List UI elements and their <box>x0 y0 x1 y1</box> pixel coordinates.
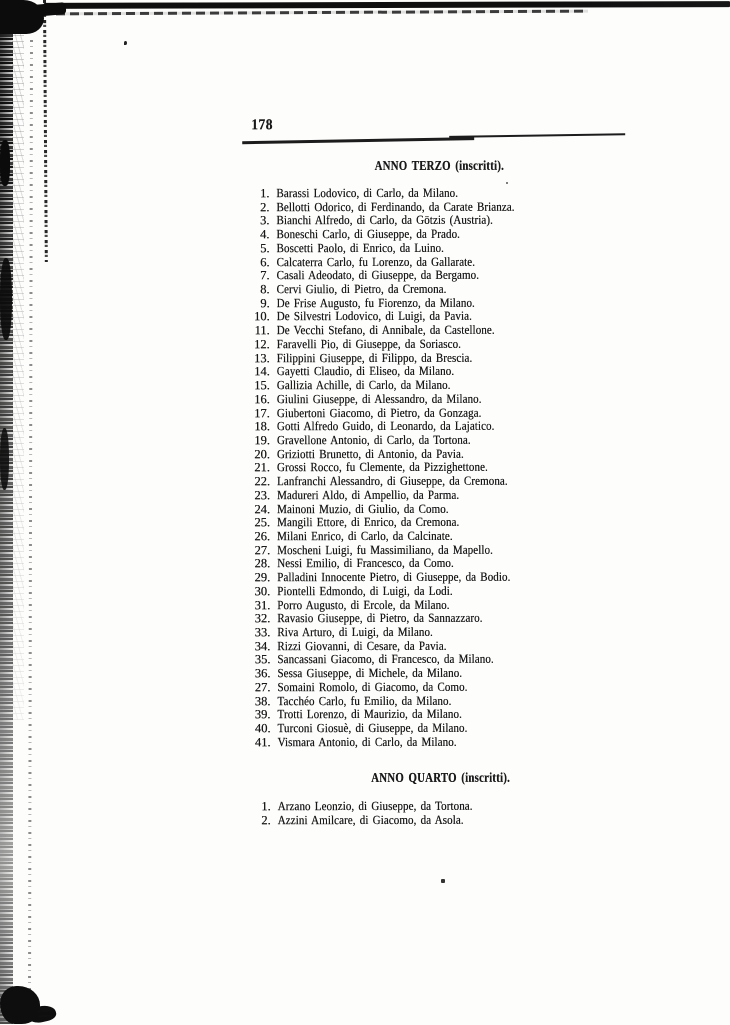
item-number: 17. <box>254 405 270 420</box>
item-text: Tacchéo Carlo, fu Emilio, da Milano. <box>277 693 452 708</box>
item-number: 8. <box>260 282 270 297</box>
item-text: Lanfranchi Alessandro, di Giuseppe, da Cremona. <box>276 473 508 489</box>
list-item <box>241 814 641 829</box>
item-number: 23. <box>254 488 270 503</box>
item-text: Palladini Innocente Pietro, di Giuseppe, da Bodio. <box>277 569 511 585</box>
item-text: Moscheni Luigi, fu Massimiliano, da Mapello. <box>277 542 493 557</box>
item-number: 10. <box>253 309 270 324</box>
item-number: 26. <box>254 529 271 544</box>
item-text: Gravellone Antonio, di Carlo, da Tortona. <box>276 432 471 448</box>
item-text: Rizzi Giovanni, di Cesare, da Pavia. <box>277 638 447 653</box>
item-number: 19. <box>254 433 270 448</box>
item-text: Ravasio Giuseppe, di Pietro, da Sannazzaro. <box>277 611 483 626</box>
item-text: Sancassani Giacomo, di Francesco, da Milano. <box>277 652 494 667</box>
item-text: Arzano Leonzio, di Giuseppe, da Tortona. <box>277 799 473 814</box>
item-number: 27. <box>254 680 271 695</box>
item-number: 9. <box>260 295 270 310</box>
item-number: 1. <box>259 186 270 201</box>
item-text: Grossi Rocco, fu Clemente, da Pizzighettone. <box>276 460 488 475</box>
item-number: 30. <box>254 584 271 599</box>
item-number: 7. <box>260 268 270 283</box>
item-text: Nessi Emilio, di Francesco, da Como. <box>277 556 454 571</box>
item-number: 15. <box>254 378 270 393</box>
item-number: 6. <box>260 254 270 269</box>
section-heading: ANNO QUARTO (inscritti). <box>371 770 511 786</box>
header-rule <box>242 137 474 144</box>
item-number: 14. <box>254 364 270 379</box>
item-text: Azzini Amilcare, di Giacomo, da Asola. <box>277 812 464 828</box>
item-text: Bellotti Odorico, di Ferdinando, da Carate Brianza. <box>276 199 515 214</box>
item-text: Vismara Antonio, di Carlo, da Milano. <box>277 734 457 749</box>
item-number: 2. <box>261 813 271 828</box>
item-text: Boneschi Carlo, di Giuseppe, da Prado. <box>276 226 460 242</box>
item-number: 11. <box>254 323 270 338</box>
item-text: Calcaterra Carlo, fu Lorenzo, da Gallarate. <box>276 254 475 269</box>
item-text: Casali Adeodato, di Giuseppe, da Bergamo. <box>276 268 479 283</box>
item-number: 24. <box>254 501 271 516</box>
item-number: 13. <box>254 350 270 365</box>
item-number: 20. <box>254 446 270 461</box>
item-number: 12. <box>254 337 270 352</box>
page-number: 178 <box>251 117 273 134</box>
item-text: De Silvestri Lodovico, di Luigi, da Pavia. <box>276 309 472 324</box>
item-text: Faravelli Pio, di Giuseppe, da Soriasco. <box>276 336 461 352</box>
item-number: 21. <box>254 460 270 475</box>
item-text: Gotti Alfredo Guido, di Leonardo, da Lajatico. <box>276 418 495 434</box>
item-number: 39. <box>254 707 271 722</box>
item-text: Filippini Giuseppe, di Filippo, da Brescia. <box>276 350 473 365</box>
item-text: Barassi Lodovico, di Carlo, da Milano. <box>276 185 458 201</box>
item-text: Gayetti Claudio, di Eliseo, da Milano. <box>276 364 455 379</box>
text-column <box>239 157 640 828</box>
item-number: 28. <box>254 556 271 571</box>
item-text: Madureri Aldo, di Ampellio, da Parma. <box>276 487 460 502</box>
item-number: 16. <box>254 391 270 407</box>
item-number: 36. <box>254 666 271 681</box>
item-text: Milani Enrico, di Carlo, da Calcinate. <box>277 528 453 544</box>
item-number: 41. <box>254 734 271 749</box>
roster-list <box>239 186 640 749</box>
item-number: 1. <box>261 799 271 814</box>
item-number: 22. <box>254 474 270 489</box>
item-number: 33. <box>254 625 271 640</box>
item-number: 25. <box>254 515 271 530</box>
section-anno-quarto <box>241 770 641 828</box>
item-text: Giulini Giuseppe, di Alessandro, da Milano. <box>276 391 482 406</box>
item-number: 5. <box>260 241 270 256</box>
item-text: Sessa Giuseppe, di Michele, da Milano. <box>277 665 463 681</box>
item-text: Porro Augusto, di Ercole, da Milano. <box>277 597 450 612</box>
item-text: Somaini Romolo, di Giacomo, da Como. <box>277 679 468 695</box>
item-number: 4. <box>260 227 270 242</box>
list-item <box>240 612 640 627</box>
item-text: Riva Arturo, di Luigi, da Milano. <box>277 624 433 640</box>
item-number: 2. <box>259 199 270 214</box>
item-number: 38. <box>254 693 271 708</box>
item-text: Trotti Lorenzo, di Maurizio, da Milano. <box>277 707 462 722</box>
item-number: 34. <box>254 638 271 653</box>
item-text: Bianchi Alfredo, di Carlo, da Götzis (Austria). <box>276 213 493 228</box>
item-text: Cervi Giulio, di Pietro, da Cremona. <box>276 281 447 297</box>
item-number: 18. <box>254 419 270 434</box>
item-number: 3. <box>259 213 270 228</box>
item-text: Boscetti Paolo, di Enrico, da Luino. <box>276 240 444 256</box>
item-number: 40. <box>254 721 271 736</box>
section-anno-terzo <box>239 157 640 749</box>
item-text: Mainoni Muzio, di Giulio, da Como. <box>276 501 449 516</box>
item-number: 29. <box>254 570 271 585</box>
item-text: Giubertoni Giacomo, di Pietro, da Gonzaga. <box>276 405 482 420</box>
item-text: Gallizia Achille, di Carlo, da Milano. <box>276 377 451 393</box>
item-number: 27. <box>254 542 271 557</box>
item-text: Griziotti Brunetto, di Antonio, da Pavia. <box>276 446 464 461</box>
item-text: Turconi Giosuè, di Giuseppe, da Milano. <box>277 720 468 736</box>
roster-list <box>241 800 641 828</box>
header-rule-overlap <box>449 133 625 138</box>
item-number: 32. <box>254 611 271 626</box>
list-item <box>240 735 640 750</box>
item-number: 35. <box>254 652 271 667</box>
item-number: 31. <box>254 597 271 612</box>
item-text: De Vecchi Stefano, di Annibale, da Castellone. <box>276 322 495 338</box>
item-text: De Frise Augusto, fu Fiorenzo, da Milano. <box>276 295 475 310</box>
item-text: Piontelli Edmondo, di Luigi, da Lodi. <box>277 583 453 599</box>
section-heading: ANNO TERZO (inscritti). <box>374 157 505 173</box>
item-text: Mangili Ettore, di Enrico, da Cremona. <box>277 515 460 530</box>
